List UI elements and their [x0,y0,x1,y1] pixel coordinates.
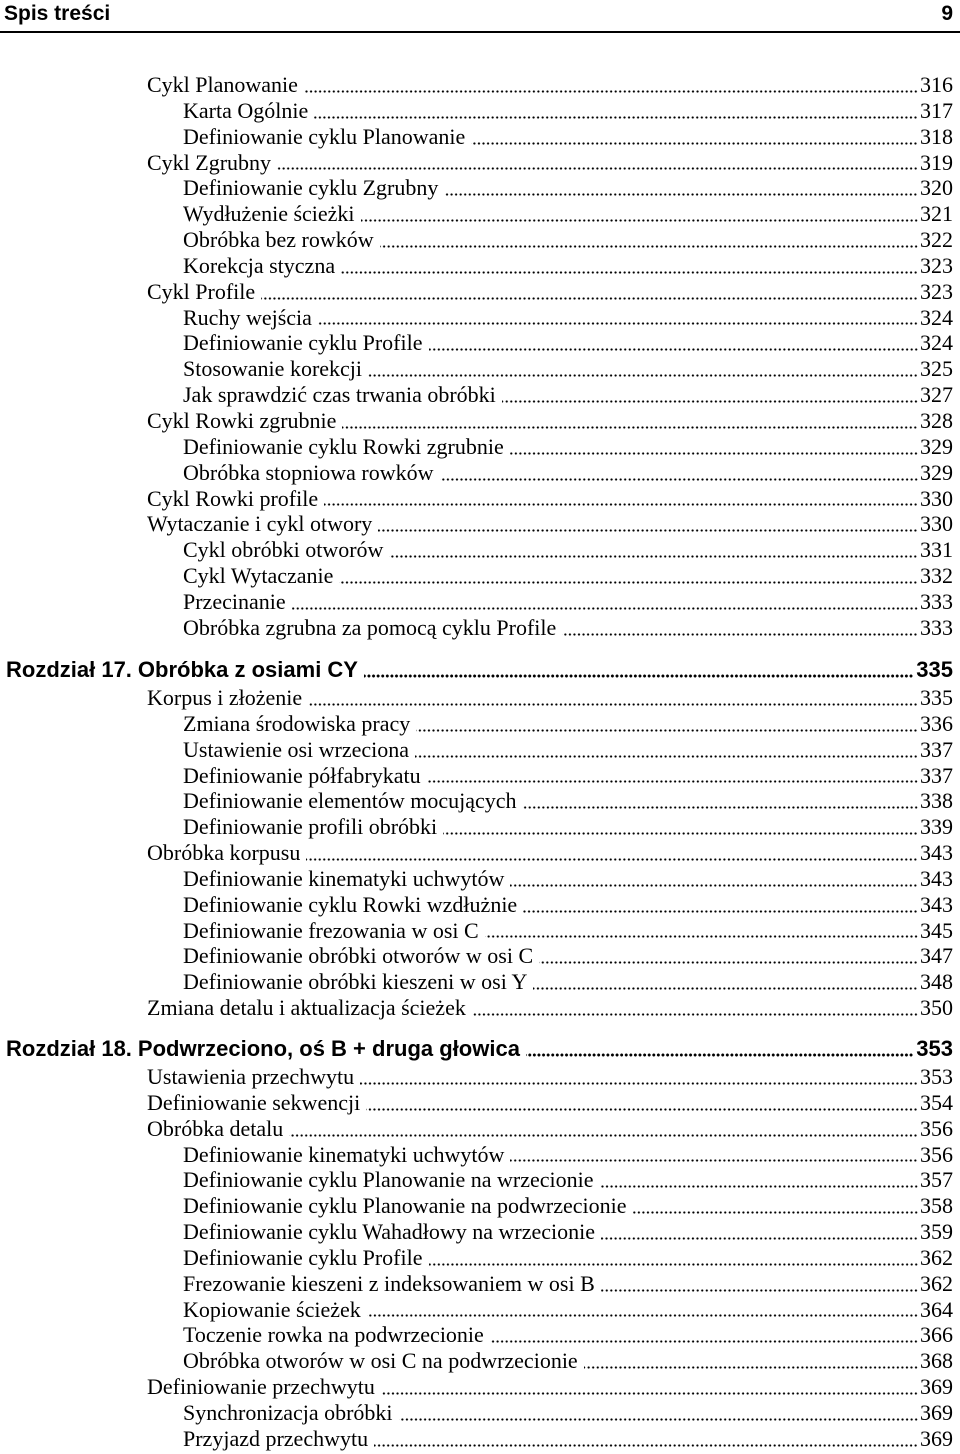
toc-subentry [0,892,953,918]
toc-subentry-title: Toczenie rowka na podwrzecionie [183,1322,484,1348]
dot-leader [364,674,913,678]
toc-subentry-page: 324 [920,330,953,356]
toc-subentry-page: 329 [920,433,953,459]
dot-leader [510,884,918,887]
toc-subentry-title: Definiowanie cyklu Wahadłowy na wrzecionie [183,1219,596,1245]
dot-leader [523,910,918,913]
toc-subentry-title: Synchronizacja obróbki [183,1399,393,1425]
toc-subentry [0,1219,953,1245]
toc-subentry-page: 358 [920,1193,953,1219]
toc-subentry-page: 337 [920,736,953,762]
toc-entry-title: Korpus i złożenie [147,685,303,710]
toc-entry [0,486,953,512]
toc-subentry [0,1167,953,1193]
dot-leader [601,1289,918,1292]
toc-subentry-title: Karta Ogólnie [183,97,309,123]
toc-subentry-title: Definiowanie cyklu Profile [183,1244,423,1270]
dot-leader [427,780,918,783]
dot-leader [633,1211,918,1214]
toc-subentry-title: Przyjazd przechwytu [183,1425,369,1451]
dot-leader [261,297,918,300]
toc-entry-page: 330 [920,485,953,511]
toc-entry-page: 356 [920,1115,953,1141]
toc-subentry-page: 323 [920,252,953,278]
dot-leader [339,581,918,584]
dot-leader [361,219,918,222]
toc-subentry [0,537,953,563]
dot-leader [584,1366,918,1369]
toc-subentry-title: Definiowanie cyklu Rowki zgrubnie [183,433,504,459]
toc-subentry [0,460,953,486]
dot-leader [381,1392,918,1395]
dot-leader [471,142,918,145]
toc-section [0,685,953,1021]
toc-subentry [0,98,953,124]
dot-leader [562,633,918,636]
toc-entry [0,408,953,434]
toc-entry [0,1116,953,1142]
toc-subentry-title: Zmiana środowiska pracy [183,710,411,736]
toc-subentry-page: 364 [920,1296,953,1322]
toc-entry-title: Obróbka detalu [147,1115,284,1141]
dot-leader [526,1053,913,1057]
toc-subentry [0,615,953,641]
chapter-title: Podwrzeciono, oś B + druga głowica [137,1036,520,1061]
toc-subentry-title: Definiowanie elementów mocujących [183,788,517,814]
dot-leader [472,1013,918,1016]
toc-subentry-title: Definiowanie kinematyki uchwytów [183,1141,505,1167]
dot-leader [389,555,918,558]
toc-subentry [0,1193,953,1219]
toc-subentry-title: Definiowanie cyklu Planowanie na podwrzecionie [183,1193,627,1219]
toc-subentry-title: Definiowanie obróbki kieszeni w osi Y [183,969,528,995]
toc-subentry-page: 339 [920,814,953,840]
toc-subentry [0,763,953,789]
dot-leader [318,322,918,325]
toc-subentry [0,1400,953,1426]
toc-entry-page: 354 [920,1089,953,1115]
dot-leader [539,961,918,964]
dot-leader [342,426,918,429]
toc-subentry [0,356,953,382]
toc-subentry-title: Definiowanie cyklu Profile [183,330,423,356]
toc-subentry-page: 327 [920,382,953,408]
toc-subentry [0,1297,953,1323]
toc-subentry-page: 333 [920,588,953,614]
toc-subentry [0,1426,953,1452]
toc-subentry-page: 357 [920,1167,953,1193]
toc-entry [0,840,953,866]
dot-leader [366,1108,918,1111]
dot-leader [367,1314,918,1317]
toc-subentry-title: Korekcja styczna [183,252,336,278]
toc-entry-page: 335 [920,685,953,710]
toc-subentry [0,969,953,995]
toc-subentry-title: Ustawienie osi wrzeciona [183,736,410,762]
toc-entry-page: 343 [920,840,953,866]
toc-subentry [0,330,953,356]
toc-subentry-page: 329 [920,459,953,485]
toc-subentry-page: 347 [920,943,953,969]
dot-leader [289,1134,918,1137]
toc-subentry [0,227,953,253]
toc-entry-page: 323 [920,278,953,304]
toc-subentry [0,434,953,460]
toc-entry [0,1064,953,1090]
running-header-title: Spis treści [4,2,111,25]
toc-entry-page: 328 [920,407,953,433]
toc-entry-title: Cykl Rowki zgrubnie [147,407,337,433]
toc-subentry-page: 368 [920,1348,953,1374]
toc-subentry-page: 356 [920,1141,953,1167]
dot-leader [314,116,918,119]
toc-subentry-page: 348 [920,969,953,995]
toc-subentry-page: 337 [920,762,953,788]
dot-leader [533,987,918,990]
dot-leader [341,271,918,274]
toc-subentry-page: 369 [920,1425,953,1451]
toc-subentry-page: 359 [920,1219,953,1245]
toc-subentry-page: 317 [920,97,953,123]
toc-entry-title: Wytaczanie i cykl otwory [147,511,373,537]
dot-leader [374,1444,918,1447]
toc-entry [0,72,953,98]
toc-subentry-title: Jak sprawdzić czas trwania obróbki [183,382,496,408]
toc-subentry-title: Definiowanie cyklu Rowki wzdłużnie [183,891,518,917]
toc-subentry-page: 320 [920,175,953,201]
page-number: 9 [941,2,953,25]
toc-subentry-title: Obróbka stopniowa rowków [183,459,434,485]
toc-entry [0,1374,953,1400]
toc-entry-page: 369 [920,1374,953,1400]
toc-subentry [0,711,953,737]
dot-leader [444,193,918,196]
toc-entry-title: Definiowanie przechwytu [147,1374,375,1400]
toc-subentry-page: 338 [920,788,953,814]
toc-subentry-title: Cykl Wytaczanie [183,563,334,589]
toc-subentry-page: 324 [920,304,953,330]
toc-entry [0,511,953,537]
toc-entry-page: 316 [920,72,953,97]
toc-subentry-page: 343 [920,891,953,917]
toc-subentry-page: 321 [920,201,953,227]
toc-subentry-title: Definiowanie profili obróbki [183,814,438,840]
toc-subentry [0,253,953,279]
toc-subentry [0,201,953,227]
toc-entry [0,995,953,1021]
toc-subentry-page: 343 [920,865,953,891]
toc-subentry-title: Definiowanie półfabrykatu [183,762,421,788]
toc-entry-title: Ustawienia przechwytu [147,1064,355,1089]
toc-subentry [0,737,953,763]
toc-subentry [0,918,953,944]
toc-entry-title: Obróbka korpusu [147,840,301,866]
chapter-page: 353 [916,1036,953,1061]
dot-leader [502,400,918,403]
toc-subentry [0,866,953,892]
toc-entry-page: 330 [920,511,953,537]
dot-leader [485,935,918,938]
dot-leader [399,1418,918,1421]
dot-leader [440,478,918,481]
chapter-number: Rozdział 17. [6,657,132,682]
chapter-title: Obróbka z osiami CY [137,657,358,682]
toc-subentry-page: 325 [920,356,953,382]
toc-entry-title: Cykl Profile [147,278,256,304]
toc-entry-page: 350 [920,995,953,1021]
toc-subentry-page: 366 [920,1322,953,1348]
dot-leader [490,1340,918,1343]
toc-subentry-page: 362 [920,1244,953,1270]
toc-entry-page: 353 [920,1064,953,1089]
toc-entry [0,279,953,305]
toc-subentry [0,1322,953,1348]
toc-section [0,72,953,641]
dot-leader [277,167,918,170]
toc-subentry [0,175,953,201]
toc-subentry-title: Obróbka otworów w osi C na podwrzecionie [183,1348,578,1374]
toc-subentry-title: Cykl obróbki otworów [183,537,384,563]
toc-subentry-title: Kopiowanie ścieżek [183,1296,361,1322]
dot-leader [523,806,918,809]
toc-subentry-page: 331 [920,537,953,563]
dot-leader [324,503,918,506]
dot-leader [429,1263,919,1266]
toc-entry-title: Cykl Zgrubny [147,149,272,175]
toc-subentry [0,124,953,150]
toc-subentry [0,943,953,969]
toc-entry [0,150,953,176]
dot-leader [308,703,918,706]
toc-subentry-title: Definiowanie frezowania w osi C [183,917,479,943]
toc-subentry-title: Stosowanie korekcji [183,356,363,382]
toc-subentry-title: Definiowanie cyklu Planowanie [183,123,466,149]
toc-subentry-title: Definiowanie obróbki otworów w osi C [183,943,534,969]
toc-subentry-page: 345 [920,917,953,943]
toc-subentry [0,814,953,840]
toc-entry [0,685,953,711]
dot-leader [416,729,918,732]
chapter-heading [0,1034,953,1064]
chapter-number: Rozdział 18. [6,1036,132,1061]
toc-subentry-page: 369 [920,1399,953,1425]
toc-subentry [0,788,953,814]
toc-subentry [0,1142,953,1168]
toc-subentry-title: Definiowanie cyklu Planowanie na wrzecionie [183,1167,594,1193]
toc-subentry [0,1245,953,1271]
toc-subentry-page: 333 [920,614,953,640]
toc-entry [0,1090,953,1116]
toc-section [0,1064,953,1452]
toc-subentry-page: 336 [920,710,953,736]
dot-leader [380,245,918,248]
running-header [0,0,960,33]
chapter-heading [0,655,953,685]
toc-subentry-page: 362 [920,1270,953,1296]
toc-subentry-page: 322 [920,227,953,253]
dot-leader [429,348,919,351]
dot-leader [292,607,918,610]
dot-leader [360,1082,918,1085]
toc-subentry-page: 332 [920,563,953,589]
toc-entry-page: 319 [920,149,953,175]
dot-leader [510,1159,918,1162]
chapter-page: 335 [916,657,953,682]
toc-subentry-title: Ruchy wejścia [183,304,312,330]
dot-leader [304,90,918,93]
toc-subentry-page: 318 [920,123,953,149]
toc-subentry-title: Wydłużenie ścieżki [183,201,355,227]
dot-leader [368,374,918,377]
dot-leader [443,832,918,835]
toc-subentry-title: Definiowanie kinematyki uchwytów [183,865,505,891]
toc-subentry [0,1271,953,1297]
dot-leader [415,755,918,758]
toc-subentry [0,563,953,589]
dot-leader [601,1237,918,1240]
toc-subentry [0,589,953,615]
dot-leader [306,858,918,861]
toc-subentry [0,305,953,331]
toc-entry-title: Cykl Rowki profile [147,485,319,511]
toc-subentry-title: Obróbka zgrubna za pomocą cyklu Profile [183,614,557,640]
toc-subentry-title: Frezowanie kieszeni z indeksowaniem w osi B [183,1270,595,1296]
toc-subentry [0,382,953,408]
toc-subentry-title: Przecinanie [183,588,286,614]
toc-entry-title: Definiowanie sekwencji [147,1089,361,1115]
dot-leader [510,452,918,455]
dot-leader [378,529,918,532]
toc-subentry-title: Obróbka bez rowków [183,227,374,253]
toc-subentry-title: Definiowanie cyklu Zgrubny [183,175,439,201]
toc-subentry [0,1348,953,1374]
toc-entry-title: Zmiana detalu i aktualizacja ścieżek [147,995,466,1021]
toc-entry-title: Cykl Planowanie [147,72,298,97]
dot-leader [600,1185,918,1188]
